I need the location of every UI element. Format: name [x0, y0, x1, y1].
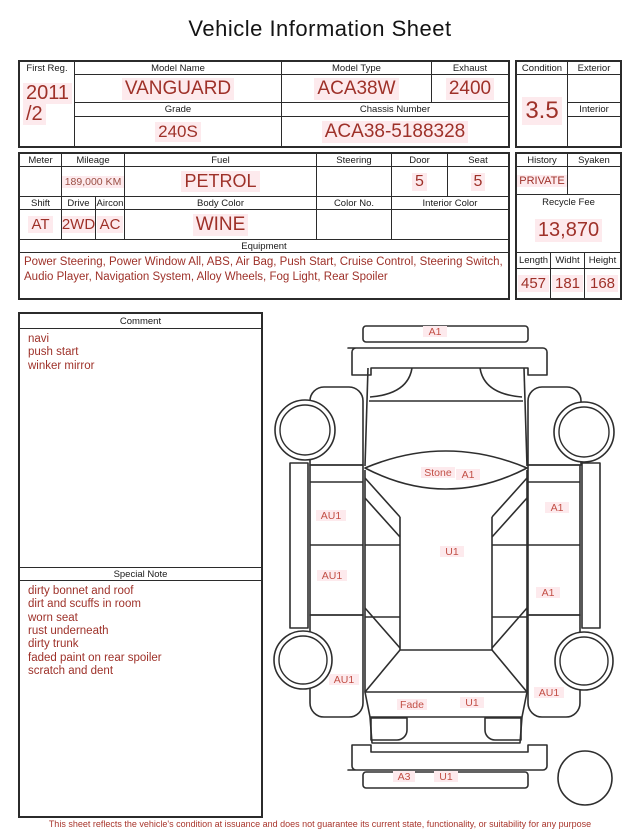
- syaken-cell: [568, 167, 620, 195]
- car-damage-diagram: [268, 308, 638, 818]
- roof-damage-label: U1: [445, 546, 459, 558]
- right-front-door-damage-label: A1: [550, 502, 564, 514]
- height-header: Height: [585, 253, 620, 269]
- rear-bumper-a3-label: A3: [397, 771, 411, 783]
- cabin-outer-edges: [365, 470, 527, 692]
- mileage-value: 189,000 KM: [62, 176, 124, 188]
- meter-cell: [20, 167, 62, 197]
- special-note-line: dirty bonnet and roof: [28, 585, 134, 597]
- recycle-fee-cell: [517, 209, 620, 253]
- first-reg-year: 2011: [23, 83, 72, 104]
- body-color-header: Body Color: [125, 197, 317, 210]
- trunk-lower-panel: [370, 717, 522, 743]
- vehicle-spec-table: [18, 152, 510, 300]
- left-rear-door-damage-label: AU1: [321, 570, 343, 582]
- spare-tire: [558, 751, 612, 805]
- length-value: 457: [518, 275, 549, 292]
- comment-line: navi: [28, 333, 50, 345]
- model-type-header: Model Type: [282, 62, 432, 75]
- condition-value: 3.5: [522, 97, 561, 125]
- interior-color-cell: [392, 210, 508, 240]
- special-note-line: dirt and scuffs in room: [28, 598, 141, 611]
- exhaust-cell: [432, 75, 508, 103]
- page-title: Vehicle Information Sheet: [188, 16, 452, 41]
- comment-line: winker mirror: [28, 359, 95, 372]
- front-bumper: [348, 348, 547, 375]
- rear-window: [365, 650, 527, 692]
- equipment-header: Equipment: [20, 240, 508, 253]
- height-cell: [585, 269, 620, 298]
- seat-value: 5: [471, 173, 486, 191]
- front-left-wheel: [275, 400, 335, 460]
- interior-color-header: Interior Color: [392, 197, 508, 210]
- left-door-panels: [310, 465, 363, 615]
- exterior-header: Exterior: [568, 62, 620, 75]
- fuel-value: PETROL: [181, 171, 259, 192]
- trunk-fade-label: Fade: [400, 699, 424, 711]
- color-no-header: Color No.: [317, 197, 392, 210]
- drive-value: 2WD: [62, 216, 96, 233]
- aircon-cell: [96, 210, 125, 240]
- left-tail-light: [371, 718, 407, 740]
- trunk-damage-label: U1: [465, 697, 479, 709]
- history-cell: [517, 167, 568, 195]
- height-value: 168: [587, 275, 618, 292]
- steering-header: Steering: [317, 154, 392, 167]
- body-color-cell: [125, 210, 317, 240]
- special-note-body: [20, 581, 261, 816]
- model-type-value: ACA38W: [314, 78, 398, 100]
- history-header: History: [517, 154, 568, 167]
- first-reg-label: First Reg.: [26, 63, 68, 74]
- aircon-value: AC: [97, 216, 124, 233]
- history-fee-table: [515, 152, 622, 300]
- disclaimer-text: This sheet reflects the vehicle's condition at issuance and does not guarantee its current state, functionality, or suitability for any purpose: [48, 819, 592, 829]
- length-header: Length: [517, 253, 551, 269]
- drive-cell: [62, 210, 96, 240]
- special-note-line: faded paint on rear spoiler: [28, 651, 162, 664]
- model-type-cell: [282, 75, 432, 103]
- grade-value: 240S: [155, 122, 201, 142]
- special-note-line: scratch and dent: [28, 664, 114, 677]
- model-name-header: Model Name: [75, 62, 282, 75]
- windshield-stone-label: Stone: [424, 467, 452, 479]
- rear-left-wheel: [274, 631, 332, 689]
- shift-header: Shift: [20, 197, 62, 210]
- model-name-value: VANGUARD: [122, 78, 234, 100]
- shift-value: AT: [28, 216, 52, 233]
- shift-cell: [20, 210, 62, 240]
- front-bumper-damage-label: A1: [428, 326, 442, 338]
- special-note-header: Special Note: [20, 567, 261, 581]
- grade-cell: [75, 117, 282, 146]
- front-right-wheel: [554, 402, 614, 462]
- color-no-cell: [317, 210, 392, 240]
- rear-bumper: [348, 745, 547, 770]
- syaken-header: Syaken: [568, 154, 620, 167]
- history-value: PRIVATE: [517, 175, 568, 187]
- width-value: 181: [552, 275, 583, 292]
- left-headlight-arc: [370, 368, 412, 397]
- interior-cell: [568, 117, 620, 146]
- grade-header: Grade: [75, 103, 282, 117]
- exterior-cell: [568, 75, 620, 103]
- condition-header: Condition: [517, 62, 568, 75]
- chassis-number-value: ACA38-5188328: [322, 121, 469, 143]
- seat-cell: [448, 167, 508, 197]
- chassis-number-header: Chassis Number: [282, 103, 508, 117]
- door-header: Door: [392, 154, 448, 167]
- fuel-cell: [125, 167, 317, 197]
- mileage-header: Mileage: [62, 154, 125, 167]
- comment-box: [18, 312, 263, 818]
- mileage-cell: [62, 167, 125, 197]
- right-headlight-arc: [480, 368, 522, 397]
- meter-header: Meter: [20, 154, 62, 167]
- right-rocker-panel: [582, 463, 600, 628]
- equipment-value: Power Steering, Power Window All, ABS, Air Bag, Push Start, Cruise Control, Steering Switch, Audio Player, Navigation System, Alloy Wheels, Fog Light, Rear Spoiler: [24, 256, 503, 283]
- exhaust-value: 2400: [446, 78, 494, 100]
- seat-header: Seat: [448, 154, 508, 167]
- body-color-value: WINE: [193, 214, 249, 236]
- vehicle-id-table: [18, 60, 510, 148]
- special-note-line: rust underneath: [28, 624, 109, 637]
- windshield-damage-label: A1: [461, 469, 475, 481]
- right-rear-fender-damage-label: AU1: [538, 687, 560, 699]
- first-reg-cell: [20, 62, 75, 146]
- bonnet-left-edge: [365, 368, 368, 466]
- chassis-number-cell: [282, 117, 508, 146]
- a-pillar-lines: [365, 478, 527, 537]
- first-reg-month: /2: [23, 104, 46, 125]
- recycle-fee-value: 13,870: [535, 219, 602, 242]
- trunk-panel: [365, 692, 527, 717]
- special-note-line: dirty trunk: [28, 638, 79, 651]
- comment-header: Comment: [20, 314, 261, 329]
- steering-cell: [317, 167, 392, 197]
- fuel-header: Fuel: [125, 154, 317, 167]
- special-note-line: worn seat: [28, 611, 78, 624]
- roof-side-lines: [400, 517, 492, 650]
- door-value: 5: [412, 173, 427, 191]
- rear-right-wheel: [555, 632, 613, 690]
- exhaust-header: Exhaust: [432, 62, 508, 75]
- aircon-header: Aircon: [96, 197, 124, 209]
- rear-bumper-u1-label: U1: [439, 771, 453, 783]
- car-diagram-svg: [268, 308, 638, 818]
- left-front-door-damage-label: AU1: [320, 510, 342, 522]
- condition-table: [515, 60, 622, 148]
- c-pillar-lines: [365, 608, 527, 648]
- first-reg-value: [20, 75, 74, 125]
- length-cell: [517, 269, 551, 298]
- model-name-cell: [75, 75, 282, 103]
- right-rear-door-damage-label: A1: [541, 587, 555, 599]
- width-cell: [551, 269, 585, 298]
- condition-cell: [517, 75, 568, 146]
- comment-body: [20, 329, 261, 567]
- right-tail-light: [485, 718, 521, 740]
- width-header: Widht: [551, 253, 585, 269]
- interior-header: Interior: [568, 103, 620, 117]
- comment-line: push start: [28, 346, 79, 359]
- left-rear-fender-damage-label: AU1: [333, 674, 355, 686]
- left-rocker-panel: [290, 463, 308, 628]
- door-cell: [392, 167, 448, 197]
- drive-header: Drive: [62, 197, 96, 210]
- recycle-fee-header: Recycle Fee: [542, 196, 595, 208]
- bonnet-right-edge: [524, 368, 527, 466]
